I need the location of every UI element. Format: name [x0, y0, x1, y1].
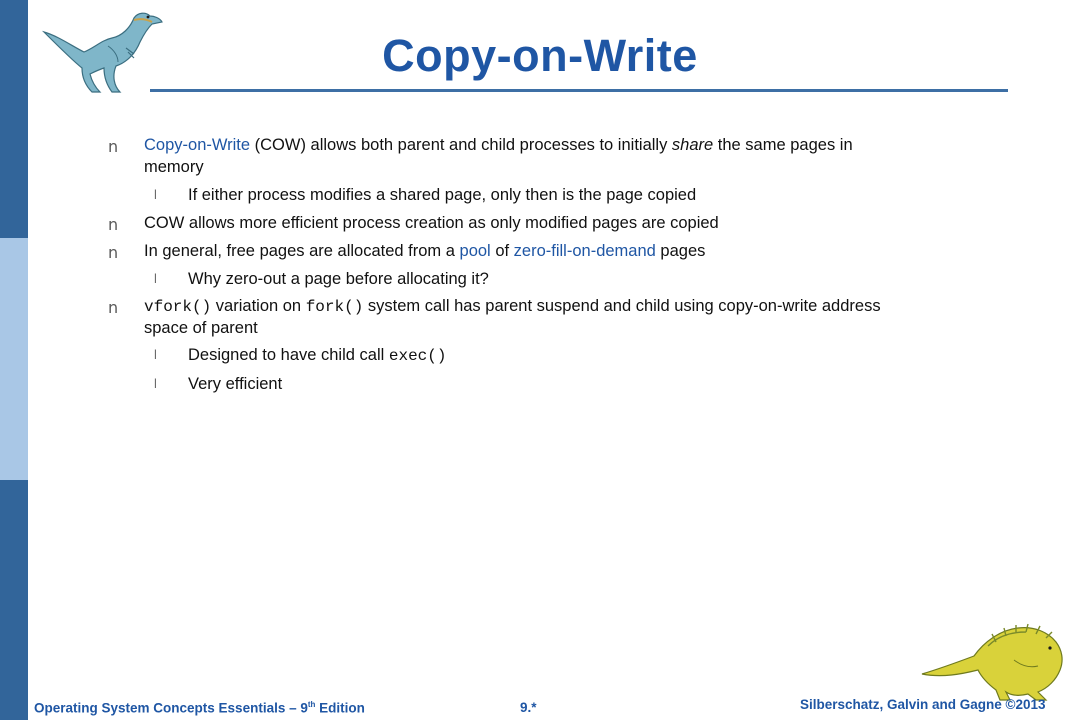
sub-bullet-marker: l	[154, 271, 157, 286]
text-run: system call has parent suspend and child using copy-on-write address	[363, 297, 881, 315]
text-run: of	[490, 242, 514, 260]
footer-book-title	[34, 700, 365, 716]
point-4-sub-1	[188, 344, 446, 367]
point-1-line-2: memory	[144, 158, 204, 176]
point-3-sub-1: Why zero-out a page before allocating it?	[188, 270, 489, 288]
point-4-line-2: space of parent	[144, 319, 258, 337]
code-term: fork()	[305, 298, 364, 316]
highlight-term: Copy-on-Write	[144, 136, 251, 154]
emphasis-term: share	[671, 136, 714, 154]
point-3	[144, 240, 705, 262]
code-term: vfork()	[144, 298, 212, 316]
code-term: exec()	[388, 347, 447, 365]
bullet-marker: n	[108, 298, 119, 317]
footer-page-number: 9.*	[520, 700, 537, 715]
point-2: COW allows more efficient process creation as only modified pages are copied	[144, 214, 719, 232]
highlight-term: zero-fill-on-demand	[513, 242, 656, 260]
text-run: In general, free pages are allocated from a	[144, 242, 460, 260]
text-run: (COW) allows both parent and child processes to initially	[250, 136, 672, 154]
footer-book-text: Operating System Concepts Essentials – 9	[34, 700, 308, 716]
text-run: Designed to have child call	[188, 346, 389, 364]
text-run: the same pages in	[713, 136, 853, 154]
bullet-marker: n	[108, 137, 119, 156]
point-4-sub-2: Very efficient	[188, 375, 283, 393]
highlight-term: pool	[459, 242, 491, 260]
point-1-sub-1: If either process modifies a shared page, only then is the page copied	[188, 186, 697, 204]
text-run: variation on	[211, 297, 306, 315]
footer-authors: Silberschatz, Galvin and Gagne ©2013	[800, 697, 1046, 712]
sub-bullet-marker: l	[154, 376, 157, 391]
sub-bullet-marker: l	[154, 347, 157, 362]
bullet-marker: n	[108, 215, 119, 234]
dinosaur-illustration-bottom	[918, 622, 1068, 702]
footer-book-superscript: th	[307, 700, 316, 709]
slide-title: Copy-on-Write	[382, 30, 698, 81]
text-run: pages	[655, 242, 706, 260]
point-4-line-1	[144, 295, 881, 318]
point-1-line-1	[144, 134, 853, 156]
footer-book-edition: Edition	[315, 700, 365, 716]
bullet-marker: n	[108, 243, 119, 262]
sub-bullet-marker: l	[154, 187, 157, 202]
